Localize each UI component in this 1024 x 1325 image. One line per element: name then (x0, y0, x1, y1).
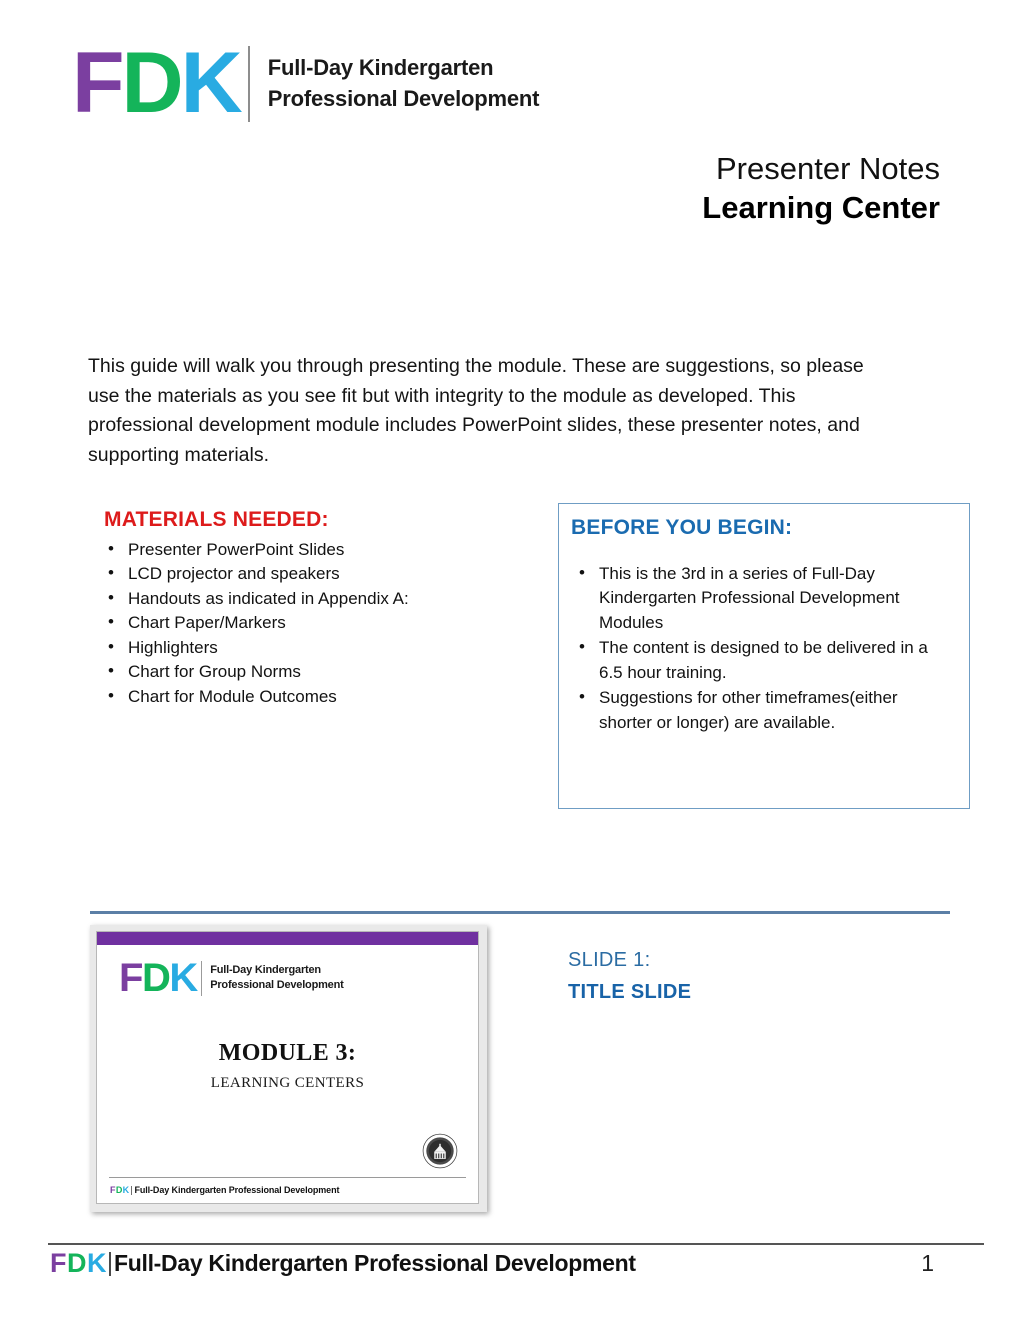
slide-footer-letter-f: F (110, 1185, 116, 1195)
slide-fdk-letter-f: F (119, 956, 142, 1000)
list-item: • Chart for Module Outcomes (104, 685, 524, 709)
before-you-begin-heading: BEFORE YOU BEGIN: (571, 516, 793, 539)
logo-divider-rule (248, 46, 250, 122)
page-footer (50, 1250, 986, 1277)
page-title (420, 150, 940, 228)
materials-needed-section (104, 508, 524, 709)
slide-fdk-tagline-line-1: Full-Day Kindergarten (210, 964, 321, 977)
intro-paragraph: This guide will walk you through presenting the module. These are suggestions, so please use the materials as you see fit but with integrity to the module as developed. This professional development module includes PowerPoint slides, these presenter notes, and supporting materials. (88, 355, 864, 466)
slide-footer-divider (131, 1186, 132, 1195)
list-item: • Presenter PowerPoint Slides (104, 538, 524, 562)
list-item: • Chart for Group Norms (104, 660, 524, 684)
slide-thumbnail-page (96, 931, 479, 1204)
footer-fdk-logo (50, 1250, 107, 1277)
slide-caption-label: TITLE SLIDE (568, 981, 692, 1003)
page-footer-rule (48, 1243, 984, 1245)
slide-fdk-logo (119, 956, 344, 1000)
fdk-letter-d: D (121, 35, 181, 131)
slide-fdk-tagline (210, 963, 343, 993)
list-item: • The content is designed to be delivered in a 6.5 hour training. (573, 636, 953, 685)
footer-letter-f: F (50, 1248, 67, 1278)
materials-needed-heading: MATERIALS NEEDED: (104, 508, 329, 531)
list-item: • Highlighters (104, 636, 524, 660)
fdk-logo-header (72, 35, 540, 131)
slide-fdk-tagline-line-2: Professional Development (210, 979, 344, 992)
slide-module-subject: LEARNING CENTERS (210, 1075, 365, 1091)
before-you-begin-list (573, 562, 953, 735)
slide-footer-letter-d: D (115, 1185, 123, 1195)
page-title-secondary: Learning Center (702, 189, 940, 225)
fdk-logo-letters (72, 35, 240, 131)
page-number: 1 (921, 1250, 934, 1276)
university-seal-icon (422, 1133, 458, 1169)
list-item: • Chart Paper/Markers (104, 611, 524, 635)
fdk-tagline-line-2: Professional Development (267, 85, 540, 111)
fdk-tagline-line-1: Full-Day Kindergarten (267, 55, 494, 81)
slide-thumbnail (90, 925, 487, 1212)
page-title-primary: Presenter Notes (716, 151, 940, 186)
slide-footer (110, 1185, 339, 1195)
slide-caption-number: SLIDE 1: (568, 949, 651, 971)
fdk-letter-f: F (72, 35, 122, 131)
slide-footer-fdk-logo (110, 1185, 129, 1195)
section-divider (90, 911, 950, 914)
list-item: • This is the 3rd in a series of Full-Day Kindergarten Professional Development Modules (573, 562, 953, 635)
slide-footer-letter-k: K (122, 1185, 130, 1195)
slide-purple-bar (97, 932, 478, 945)
footer-logo-divider (109, 1252, 111, 1276)
list-item: • Handouts as indicated in Appendix A: (104, 587, 524, 611)
slide-module-title: MODULE 3: (218, 1040, 357, 1066)
slide-footer-text: Full-Day Kindergarten Professional Development (134, 1185, 340, 1195)
fdk-logo-tagline (268, 53, 540, 114)
before-you-begin-box (558, 503, 970, 809)
footer-letter-d: D (67, 1248, 87, 1278)
slide-logo-divider-rule (201, 961, 203, 996)
footer-text: Full-Day Kindergarten Professional Development (114, 1250, 636, 1276)
slide-footer-rule (109, 1177, 466, 1178)
fdk-letter-k: K (180, 35, 240, 131)
list-item: • Suggestions for other timeframes(either shorter or longer) are available. (573, 686, 953, 735)
slide-caption (568, 944, 691, 1008)
list-item: • LCD projector and speakers (104, 562, 524, 586)
slide-fdk-letter-k: K (169, 956, 197, 1000)
slide-fdk-letter-d: D (141, 956, 170, 1000)
slide-fdk-logo-letters (119, 956, 197, 1000)
footer-letter-k: K (87, 1248, 107, 1278)
materials-needed-list (104, 538, 524, 709)
